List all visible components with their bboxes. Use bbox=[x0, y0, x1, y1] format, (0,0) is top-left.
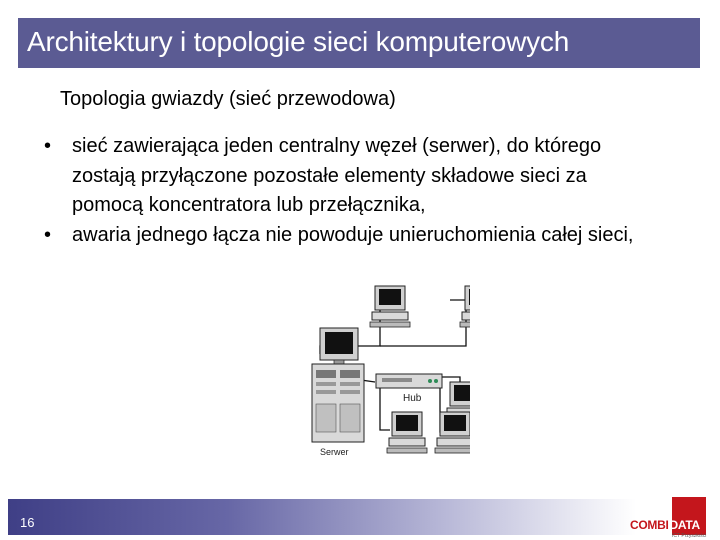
bullet-marker: • bbox=[44, 223, 52, 246]
slide-subtitle: Topologia gwiazdy (sieć przewodowa) bbox=[60, 88, 396, 110]
slide-footer bbox=[0, 493, 720, 540]
title-bar bbox=[18, 18, 700, 68]
logo-word-combi: COMBI bbox=[630, 518, 669, 532]
bullet-text: sieć zawierająca jeden centralny węzeł (serwer), do którego zostają przyłączone pozostałe elementy składowe sieci za pomocą koncentratora lub przełącznika, bbox=[72, 135, 602, 216]
workstation-icon bbox=[387, 412, 427, 453]
logo-word-data: DATA bbox=[669, 518, 700, 532]
hub-label: Hub bbox=[403, 393, 422, 404]
server-computer-icon bbox=[312, 328, 364, 457]
bullet-text: awaria jednego łącza nie powoduje unieruchomienia całej sieci, bbox=[72, 223, 634, 246]
logo-tagline: ICT Przyszłości bbox=[672, 533, 707, 539]
logo-wordmark bbox=[630, 518, 700, 532]
bullet-list bbox=[38, 132, 658, 250]
footer-gradient-bar bbox=[8, 499, 636, 535]
bullet-marker: • bbox=[44, 135, 52, 157]
combidata-logo bbox=[628, 493, 714, 540]
bullet-item bbox=[38, 132, 658, 221]
server-label: Serwer bbox=[320, 447, 349, 457]
bullet-item bbox=[38, 221, 658, 251]
workstation-icon bbox=[435, 412, 470, 453]
slide-title: Architektury i topologie sieci komputerowych bbox=[27, 26, 570, 57]
hub-icon bbox=[376, 374, 442, 404]
star-topology-diagram bbox=[280, 282, 470, 457]
workstation-icon bbox=[460, 286, 470, 327]
workstation-icon bbox=[370, 286, 410, 327]
page-number: 16 bbox=[20, 515, 35, 530]
